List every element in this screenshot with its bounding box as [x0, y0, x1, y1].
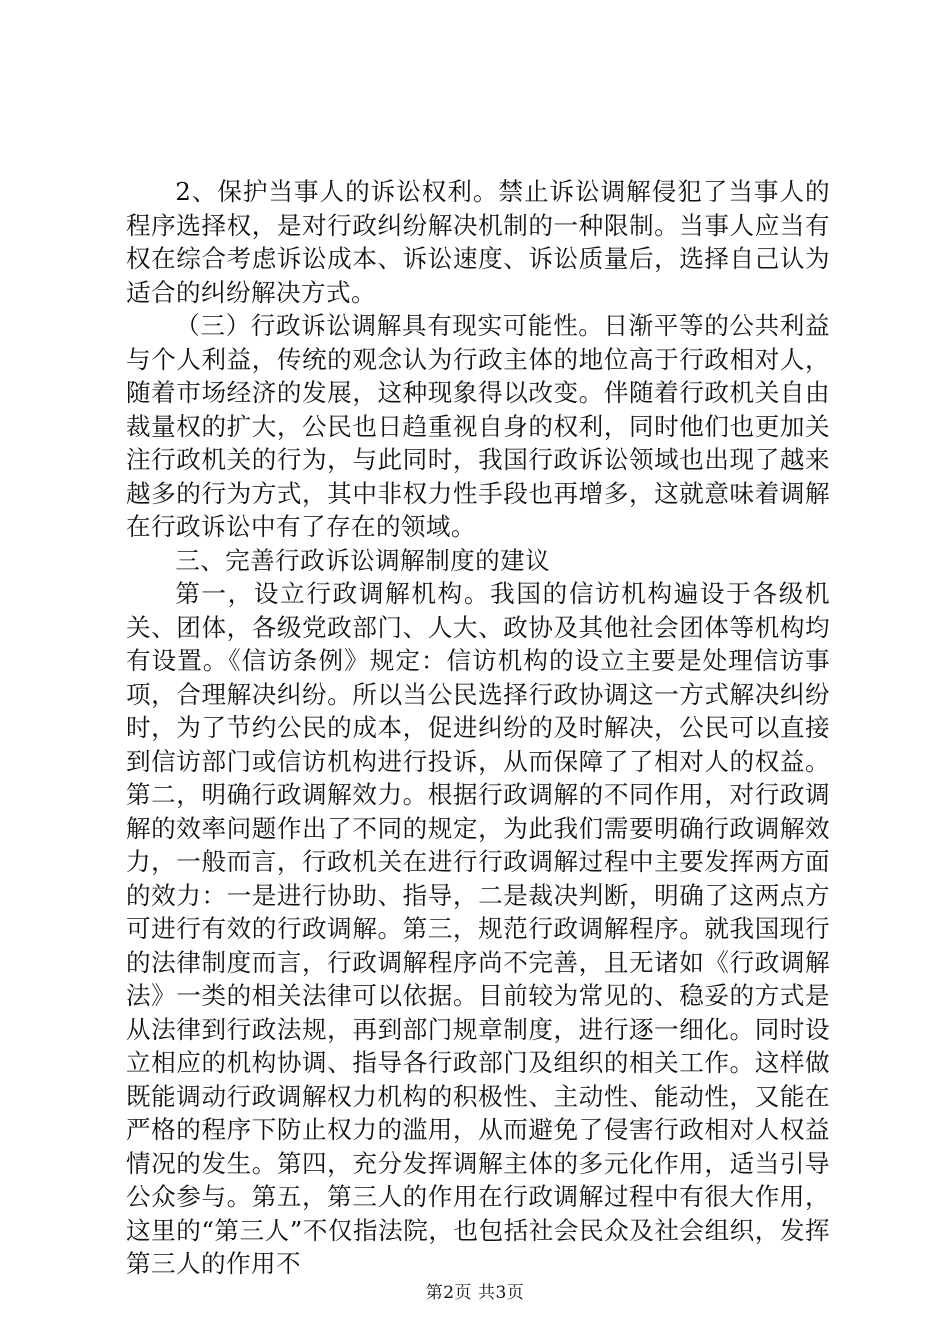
paragraph-mediation-feasibility: （三）行政诉讼调解具有现实可能性。日渐平等的公共利益与个人利益，传统的观念认为行政主体的地位高于行政相对人，随着市场经济的发展，这种现象得以改变。伴随着行政机关自由裁量权的扩大，公民也日趋重视自身的权利，同时他们也更加关注行政机关的行为，与此同时，我国行政诉讼领域也出现了越来越多的行为方式，其中非权力性手段也再增多，这就意味着调解在行政诉讼中有了存在的领域。 — [126, 311, 830, 541]
paragraph-suggestions: 第一，设立行政调解机构。我国的信访机构遍设于各级机关、团体，各级党政部门、人大、政协及其他社会团体等机构均有设置。《信访条例》规定：信访机构的设立主要是处理信访事项，合理解决纠纷。所以当公民选择行政协调这一方式解决纠纷时，为了节约公民的成本，促进纠纷的及时解决，公民可以直接到信访部门或信访机构进行投诉，从而保障了了相对人的权益。第二，明确行政调解效力。根据行政调解的不同作用，对行政调解的效率问题作出了不同的规定，为此我们需要明确行政调解效力，一般而言，行政机关在进行行政调解过程中主要发挥两方面的效力：一是进行协助、指导，二是裁决判断，明确了这两点方可进行有效的行政调解。第三，规范行政调解程序。就我国现行的法律制度而言，行政调解程序尚不完善，且无诸如《行政调解法》一类的相关法律可以依据。目前较为常见的、稳妥的方式是从法律到行政法规，再到部门规章制度，进行逐一细化。同时设立相应的机构协调、指导各行政部门及组织的相关工作。这样做既能调动行政调解权力机构的积极性、主动性、能动性，又能在严格的程序下防止权力的滥用，从而避免了侵害行政相对人权益情况的发生。第四，充分发挥调解主体的多元化作用，适当引导公众参与。第五，第三人的作用在行政调解过程中有很大作用，这里的“第三人”不仅指法院，也包括社会民众及社会组织，发挥第三人的作用不 — [126, 579, 830, 1278]
section-heading-suggestions: 三、完善行政诉讼调解制度的建议 — [175, 545, 551, 575]
paragraph-litigation-rights: 2、保护当事人的诉讼权利。禁止诉讼调解侵犯了当事人的程序选择权，是对行政纠纷解决机制的一种限制。当事人应当有权在综合考虑诉讼成本、诉讼速度、诉讼质量后，选择自己认为适合的纠纷解决方式。 — [126, 177, 830, 307]
page-number-footer: 第2页 共3页 — [425, 1283, 525, 1303]
document-body — [126, 175, 830, 1281]
